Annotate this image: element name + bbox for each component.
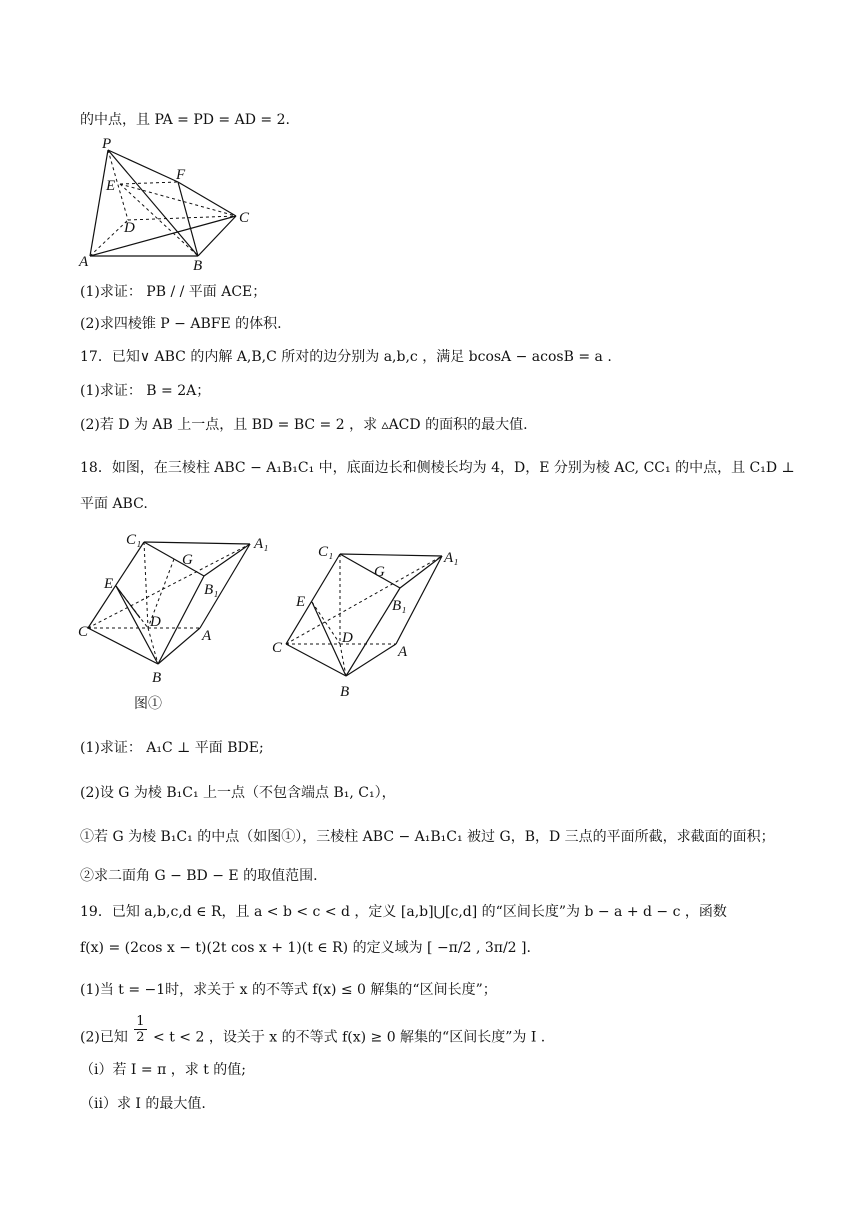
- q19-part2-text: < t < 2 ，设关于 x 的不等式 f(x) ≥ 0 解集的“区间长度”为 I .: [153, 1029, 546, 1046]
- q18-part2-b: ②求二面角 G − BD − E 的取值范围.: [80, 868, 318, 884]
- label-E: E: [106, 178, 116, 194]
- q18-stem-2: 平面 ABC.: [80, 496, 148, 512]
- q19-stem-2: [80, 938, 531, 958]
- label-C1: C₁: [318, 544, 334, 560]
- label-G: G: [182, 552, 193, 568]
- label-A1: A₁: [254, 536, 269, 552]
- q19-part2-ii: （ii）求 I 的最大值.: [80, 1096, 206, 1112]
- q16-part2: (2)求四棱锥 P − ABFE 的体积.: [80, 316, 282, 332]
- q19-part1: (1)当 t = −1时，求关于 x 的不等式 f(x) ≤ 0 解集的“区间长度”；: [80, 982, 497, 998]
- label-P: P: [102, 136, 112, 152]
- label-B: B: [193, 258, 203, 274]
- label-F: F: [176, 167, 186, 183]
- q19-part2-prefix: (2)已知: [80, 1029, 128, 1046]
- label-E: E: [296, 594, 306, 610]
- label-B1: B₁: [204, 582, 219, 598]
- label-D: D: [150, 614, 161, 630]
- prism-figure-2: [268, 540, 468, 700]
- q19-stem-1: 19．已知 a,b,c,d ∈ R，且 a < b < c < d ，定义 [a,b]⋃[c,d] 的“区间长度”为 b − a + d − c ，函数: [80, 904, 727, 920]
- label-B: B: [340, 684, 350, 700]
- label-A: A: [79, 254, 89, 270]
- q18-part2-a: ①若 G 为棱 B₁C₁ 的中点（如图①），三棱柱 ABC − A₁B₁C₁ 被过 G，B，D 三点的平面所截，求截面的面积；: [80, 829, 775, 845]
- label-C1: C₁: [126, 532, 142, 548]
- q19-part2: [80, 1014, 546, 1053]
- q16-part1: (1)求证： PB / / 平面 ACE；: [80, 284, 267, 300]
- fraction-one-half: [134, 1014, 146, 1045]
- q17-part2: (2)若 D 为 AB 上一点，且 BD = BC = 2 ，求 ▵ACD 的面积的最大值.: [80, 417, 528, 433]
- q19-part2-i: （i）若 I = π ，求 t 的值;: [80, 1062, 246, 1078]
- q19-domain-interval: [ −π/2 , 3π/2 ].: [427, 940, 531, 956]
- label-A: A: [398, 644, 408, 660]
- label-A: A: [202, 628, 212, 644]
- label-C: C: [272, 640, 283, 656]
- label-A1: A₁: [444, 550, 459, 566]
- label-C: C: [78, 624, 89, 640]
- q19-function: f(x) = (2cos x − t)(2t cos x + 1)(t ∈ R) 的定义域为: [80, 940, 423, 956]
- label-B1: B₁: [392, 598, 407, 614]
- q18-part2: (2)设 G 为棱 B₁C₁ 上一点（不包含端点 B₁, C₁），: [80, 785, 396, 801]
- label-B: B: [152, 670, 162, 686]
- fraction-denominator: 2: [136, 1030, 145, 1045]
- label-D: D: [342, 630, 353, 646]
- label-E: E: [104, 576, 114, 592]
- pyramid-figure: [76, 136, 266, 276]
- q17-part1: (1)求证： B = 2A；: [80, 383, 211, 399]
- q18-stem-1: 18．如图，在三棱柱 ABC − A₁B₁C₁ 中，底面边长和侧棱长均为 4，D，E 分别为棱 AC, CC₁ 的中点，且 C₁D ⊥: [80, 460, 795, 476]
- line-1: 的中点，且 PA = PD = AD = 2.: [80, 112, 290, 128]
- figure-caption: 图①: [134, 697, 162, 712]
- q18-part1: (1)求证： A₁C ⊥ 平面 BDE;: [80, 740, 264, 756]
- q17-stem: 17．已知∨ ABC 的内解 A,B,C 所对的边分别为 a,b,c ，满足 bcosA − acosB = a .: [80, 349, 612, 365]
- prism-figure-1: [78, 528, 278, 714]
- fraction-numerator: 1: [136, 1014, 145, 1029]
- label-D: D: [124, 220, 135, 236]
- label-G: G: [374, 564, 385, 580]
- label-C: C: [239, 210, 250, 226]
